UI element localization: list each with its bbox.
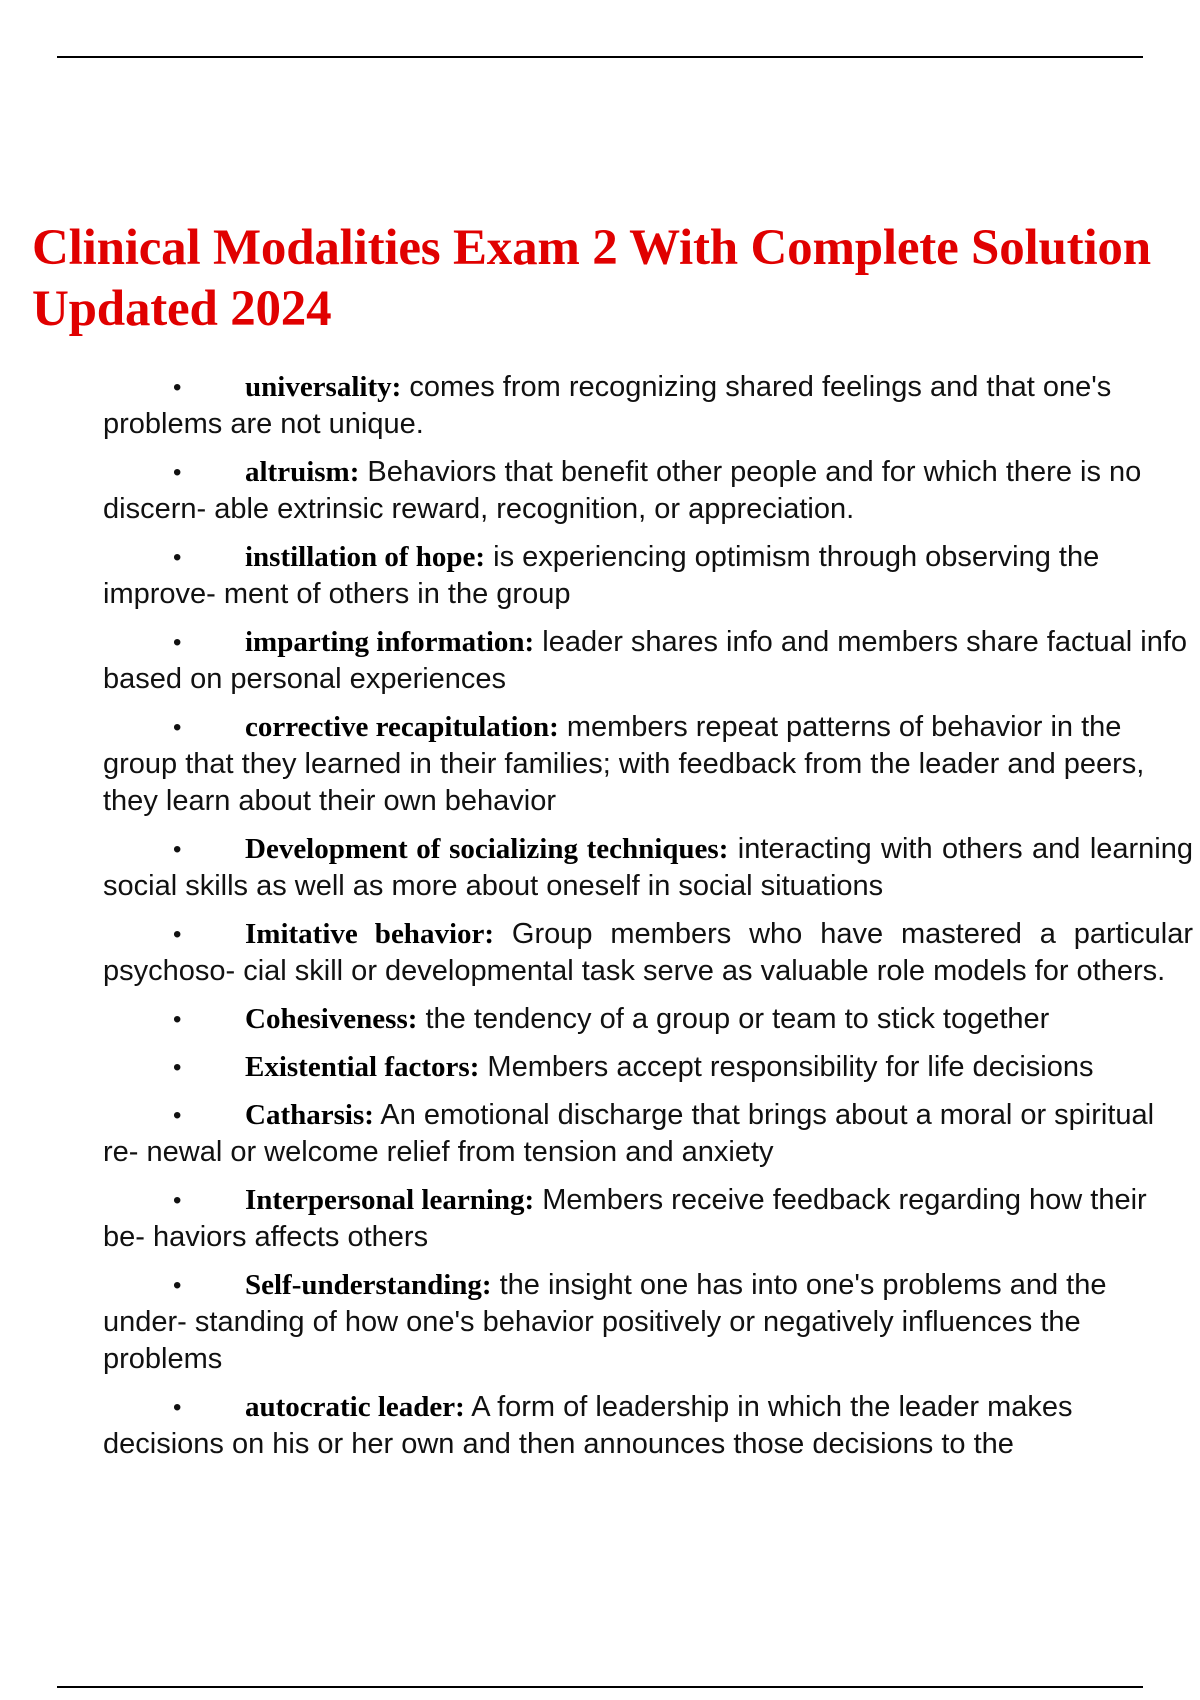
bullet-icon: • [173, 1054, 182, 1081]
term-definition: the tendency of a group or team to stick together [417, 1003, 1050, 1035]
term-definition: Group members who have mastered a particular psychoso- cial skill or developmental task serve as valuable role models for others. [103, 918, 1193, 987]
term-name: universality: [245, 371, 402, 403]
bullet-icon: • [173, 374, 182, 401]
bullet-icon: • [173, 836, 182, 863]
term-definition: Members accept responsibility for life decisions [479, 1051, 1094, 1083]
bullet-icon: • [173, 1394, 182, 1421]
term-name: Interpersonal learning: [245, 1184, 535, 1216]
term-name: Catharsis: [245, 1099, 374, 1131]
list-item [103, 1182, 1193, 1256]
list-item [103, 916, 1193, 990]
term-name: instillation of hope: [245, 541, 486, 573]
list-item [103, 1001, 1193, 1038]
list-item [103, 1097, 1193, 1171]
bullet-icon: • [173, 1102, 182, 1129]
list-item [103, 1389, 1193, 1463]
bullet-icon: • [173, 1272, 182, 1299]
term-name: autocratic leader: [245, 1391, 465, 1423]
term-name: corrective recapitulation: [245, 711, 559, 743]
term-name: Cohesiveness: [245, 1003, 418, 1035]
list-item [103, 1267, 1193, 1378]
list-item [103, 831, 1193, 905]
list-item [103, 624, 1193, 698]
term-definition: the insight one has into one's problems and the under- standing of how one's behavior positively or negatively influences the problems [103, 1269, 1107, 1375]
list-item [103, 539, 1193, 613]
list-item [103, 454, 1193, 528]
bullet-icon: • [173, 459, 182, 486]
list-item [103, 709, 1193, 820]
term-name: altruism: [245, 456, 360, 488]
term-name: imparting information: [245, 626, 535, 658]
term-name: Development of socializing techniques: [245, 833, 729, 865]
bullet-icon: • [173, 544, 182, 571]
terms-list [103, 369, 1193, 1474]
term-definition: is experiencing optimism through observing the improve- ment of others in the group [103, 541, 1100, 610]
term-definition: A form of leadership in which the leader makes decisions on his or her own and then announces those decisions to the [103, 1391, 1073, 1460]
list-item [103, 369, 1193, 443]
term-name: Imitative behavior: [245, 918, 495, 950]
list-item [103, 1049, 1193, 1086]
term-definition: leader shares info and members share factual info based on personal experiences [103, 626, 1188, 695]
term-definition: An emotional discharge that brings about a moral or spiritual re- newal or welcome relief from tension and anxiety [103, 1099, 1155, 1168]
bullet-icon: • [173, 1187, 182, 1214]
term-definition: comes from recognizing shared feelings and that one's problems are not unique. [103, 371, 1112, 440]
bottom-divider [57, 1686, 1143, 1688]
document-title: Clinical Modalities Exam 2 With Complete Solution Updated 2024 [32, 220, 1151, 337]
term-definition: members repeat patterns of behavior in the group that they learned in their families; with feedback from the leader and peers, they learn about their own behavior [103, 711, 1145, 817]
top-divider [57, 56, 1143, 58]
term-name: Existential factors: [245, 1051, 480, 1083]
term-definition: interacting with others and learning social skills as well as more about oneself in social situations [103, 833, 1194, 902]
bullet-icon: • [173, 1006, 182, 1033]
term-definition: Members receive feedback regarding how their be- haviors affects others [103, 1184, 1147, 1253]
bullet-icon: • [173, 921, 182, 948]
term-definition: Behaviors that benefit other people and for which there is no discern- able extrinsic reward, recognition, or appreciation. [103, 456, 1142, 525]
bullet-icon: • [173, 714, 182, 741]
term-name: Self-understanding: [245, 1269, 492, 1301]
bullet-icon: • [173, 629, 182, 656]
